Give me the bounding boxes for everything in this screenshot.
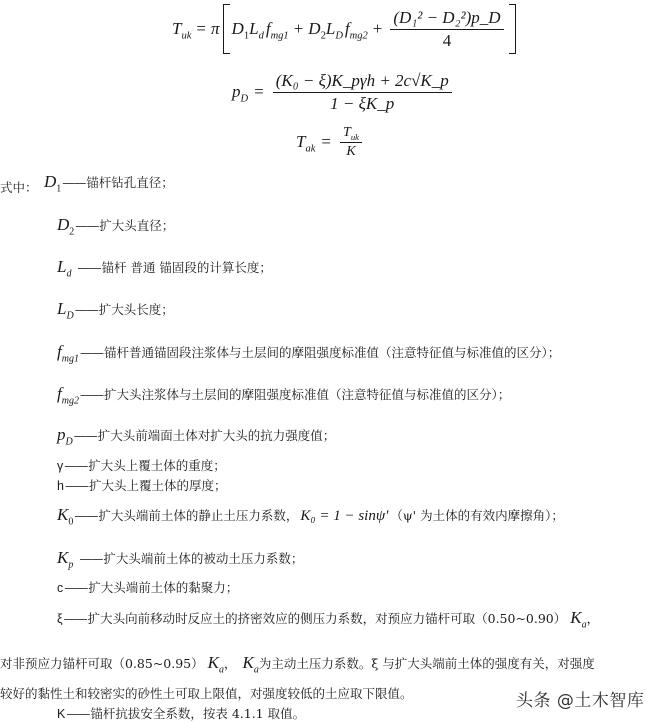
equals-sign: = <box>254 82 264 101</box>
definition-h: h —— 扩大头上覆土体的厚度； <box>57 478 227 493</box>
formula-pd-fraction <box>273 71 452 114</box>
symbol-ka: $K_a$ <box>207 653 224 676</box>
definition-kp: $K_p$ —— 扩大头端前土体的被动土压力系数； <box>57 548 304 571</box>
definition-d1: $D_1$ —— 锚杆钻孔直径； <box>44 172 174 195</box>
equals-sign: = <box>196 19 207 38</box>
symbol-kp: $K_p$ <box>57 548 74 571</box>
definition-ldd: $L_D$ —— 扩大头长度； <box>57 299 174 322</box>
intro-label: 式中： <box>0 180 38 195</box>
watermark: 头条 @土木智库 <box>516 691 645 711</box>
formula-tak-fraction <box>340 125 362 160</box>
pi-symbol: π <box>211 19 220 38</box>
fraction-numerator: (K₀ − ξ)K_pγh + 2c√K_p <box>273 71 452 93</box>
fraction-denominator: K <box>346 143 356 159</box>
definition-pd: $p_D$ —— 扩大头前端面土体对扩大头的抗力强度值； <box>57 425 336 448</box>
symbol-d1: $D_1$ <box>44 172 62 195</box>
formula-pd <box>232 64 455 120</box>
formula-tuk-lhs: $T_{uk}$ <box>172 19 192 42</box>
definition-c: c —— 扩大头端前土体的黏聚力； <box>57 580 239 595</box>
definition-ld: $L_d$ —— 锚杆 普通 锚固段的计算长度； <box>57 257 272 280</box>
definition-xi: ξ —— 扩大头向前移动时反应土的挤密效应的侧压力系数，对预应力锚杆可取（0.50~0.90） $K_a$ ， <box>57 608 600 631</box>
paragraph-line-1: 对非预应力锚杆可取（0.85~0.95） $K_a$ ， $K_a$ 为主动土压力系数。ξ 与扩大头端前土体的强度有关，对强度 <box>0 653 595 676</box>
definition-k0: $K_0$ —— 扩大头端前土体的静止土压力系数， K₀ = 1 − sinψ' （ψ' 为土体的有效内摩擦角）； <box>57 505 564 528</box>
paragraph-line-2: 较好的黏性土和较密实的砂性土可取上限值，对强度较低的土应取下限值。 <box>0 686 413 701</box>
equals-sign: = <box>321 132 332 151</box>
formula-tuk-term2: $D_2L_D$ $f_{mg2}$ <box>308 19 368 42</box>
symbol-h: h <box>57 479 64 493</box>
symbol-k: K <box>57 707 66 721</box>
definition-fmg1: $f_{mg1}$ —— 锚杆普通锚固段注浆体与土层间的摩阻强度标准值（注意特征值与标准值的区分）； <box>57 342 561 365</box>
definition-d2: $D_2$ —— 扩大头直径； <box>57 215 175 238</box>
symbol-ka: $K_a$ <box>570 608 587 631</box>
formula-tuk-term1: $D_1L_d$ $f_{mg1}$ <box>231 19 289 42</box>
definition-fmg2: $f_{mg2}$ —— 扩大头注浆体与土层间的摩阻强度标准值（注意特征值与标准值的区分）； <box>57 384 511 407</box>
symbol-c: c <box>57 581 64 595</box>
formula-tak <box>296 122 365 162</box>
formula-tuk-fraction <box>390 8 503 51</box>
symbol-fmg1: $f_{mg1}$ <box>57 342 79 365</box>
formula-tuk <box>172 4 516 54</box>
right-bracket <box>509 4 516 54</box>
symbol-ld: $L_d$ <box>57 257 72 280</box>
fraction-numerator: (D₁² − D₂²)p_D <box>390 8 503 30</box>
symbol-k0: $K_0$ <box>57 505 74 528</box>
definition-gamma: γ —— 扩大头上覆土体的重度； <box>57 458 226 473</box>
plus-sign: + <box>372 19 383 38</box>
fraction-denominator: 4 <box>442 30 452 50</box>
symbol-d2: $D_2$ <box>57 215 75 238</box>
fraction-numerator: $T_{uk}$ <box>340 125 362 143</box>
plus-sign: + <box>293 19 304 38</box>
symbol-xi: ξ <box>57 612 63 626</box>
formula-tak-lhs: $T_{ak}$ <box>296 132 316 155</box>
symbol-ldd: $L_D$ <box>57 299 74 322</box>
symbol-gamma: γ <box>57 459 64 473</box>
symbol-ka: $K_a$ <box>242 653 259 676</box>
k0-inline-formula: K₀ = 1 − sinψ' <box>300 508 389 524</box>
left-bracket <box>223 4 230 54</box>
symbol-fmg2: $f_{mg2}$ <box>57 384 79 407</box>
fraction-denominator: 1 − ξK_p <box>330 93 395 113</box>
symbol-pd: $p_D$ <box>57 425 73 448</box>
definition-k: K —— 锚杆抗拔安全系数，按表 4.1.1 取值。 <box>57 706 306 721</box>
formula-pd-lhs: $p_D$ <box>232 82 249 105</box>
